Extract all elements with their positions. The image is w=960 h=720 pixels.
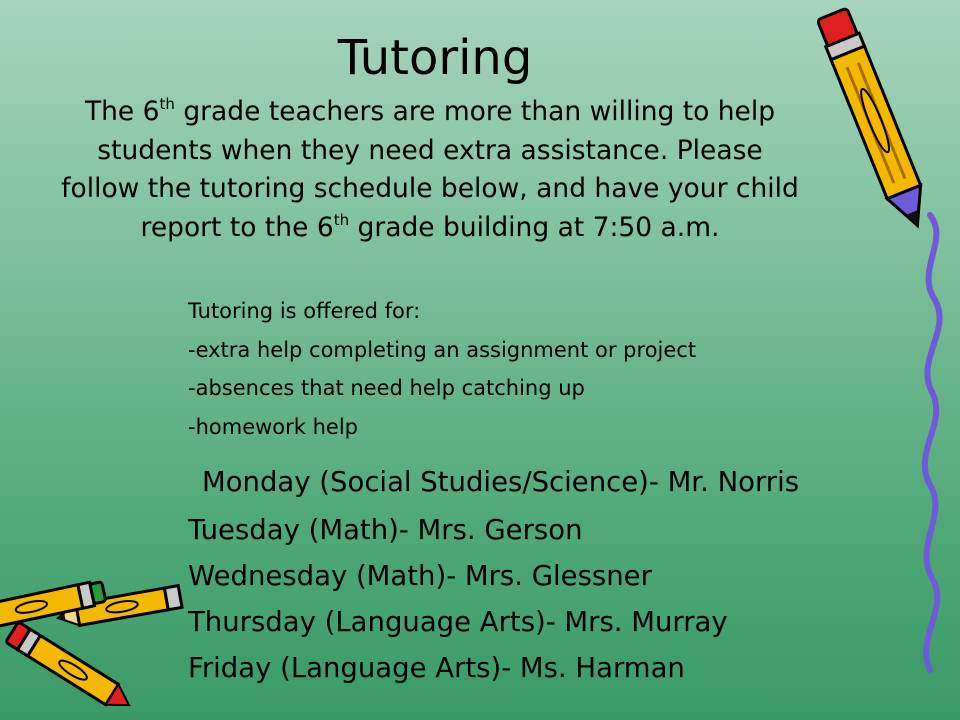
schedule-wednesday: Wednesday (Math)- Mrs. Glessner [188, 560, 652, 592]
offered-list [188, 292, 696, 446]
schedule-thursday: Thursday (Language Arts)- Mrs. Murray [188, 606, 728, 638]
offered-item: -absences that need help catching up [188, 376, 585, 400]
offered-heading: Tutoring is offered for: [188, 299, 421, 323]
schedule-friday: Friday (Language Arts)- Ms. Harman [188, 652, 685, 684]
schedule-monday: Monday (Social Studies/Science)- Mr. Norris [202, 466, 800, 498]
slide-title: Tutoring [337, 30, 533, 86]
offered-item: -homework help [188, 414, 358, 439]
intro-text-3: grade building at 7:50 a.m. [349, 211, 720, 243]
offered-item: -extra help completing an assignment or project [188, 337, 697, 362]
intro-paragraph [60, 93, 800, 247]
intro-sup-1: th [159, 95, 175, 113]
intro-text-1: The 6 [84, 96, 160, 127]
schedule-tuesday: Tuesday (Math)- Mrs. Gerson [188, 514, 583, 546]
intro-sup-2: th [333, 210, 350, 229]
intro-text-2: grade teachers are more than willing to help students when they need extra assistance. Please follow the tutoring schedule below, and have your child report to the 6 [61, 96, 799, 243]
